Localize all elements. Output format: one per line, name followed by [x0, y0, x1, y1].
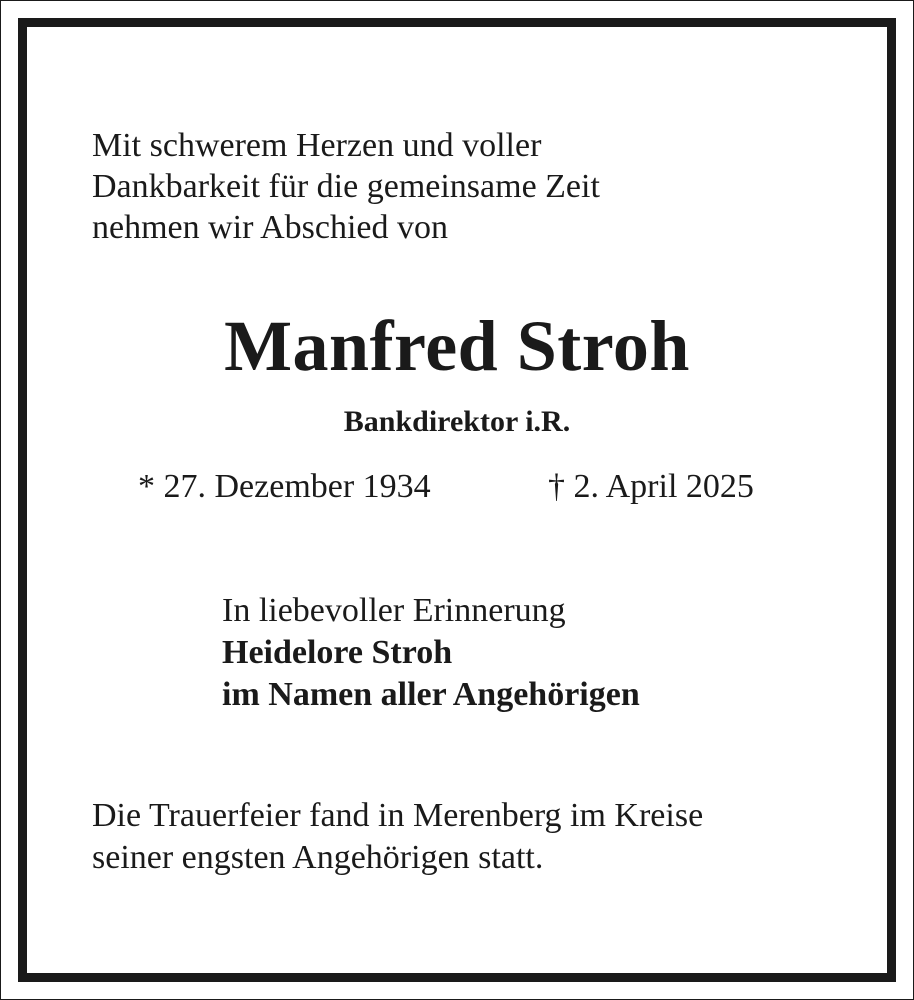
deceased-title: Bankdirektor i.R.	[343, 405, 571, 438]
deceased-name: Manfred Stroh	[224, 306, 690, 386]
mourner-name: Heidelore Stroh	[222, 634, 453, 671]
death-date: † 2. April 2025	[548, 468, 754, 505]
intro-line: Mit schwerem Herzen und voller	[92, 127, 542, 164]
funeral-note	[92, 795, 703, 879]
remembrance-line: In liebevoller Erinnerung	[222, 592, 566, 629]
funeral-line: seiner engsten Angehörigen statt.	[92, 839, 544, 876]
intro-line: nehmen wir Abschied von	[92, 209, 448, 246]
funeral-line: Die Trauerfeier fand in Merenberg im Kreise	[92, 797, 704, 834]
remembrance-block	[222, 590, 640, 716]
birth-date: * 27. Dezember 1934	[138, 468, 431, 505]
intro-text	[92, 125, 600, 248]
intro-line: Dankbarkeit für die gemeinsame Zeit	[92, 168, 600, 205]
mourner-family: im Namen aller Angehörigen	[222, 676, 640, 713]
